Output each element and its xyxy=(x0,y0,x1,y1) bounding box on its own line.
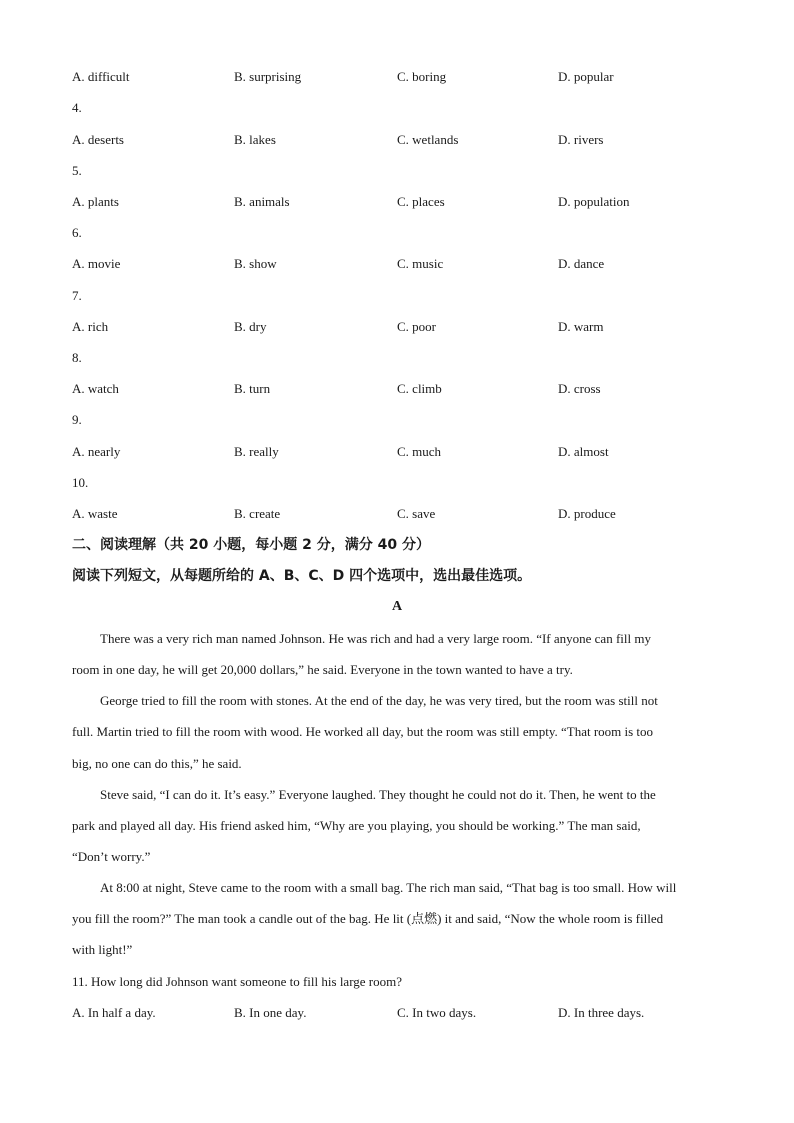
option-b: B. really xyxy=(234,444,279,459)
option-c: C. climb xyxy=(397,381,442,396)
option-a: A. waste xyxy=(72,506,118,521)
question-number: 7. xyxy=(72,288,82,303)
question-number: 5. xyxy=(72,163,82,178)
option-d: D. dance xyxy=(558,256,605,271)
passage-line: park and played all day. His friend asked him, “Why are you playing, you should be working.” The man said, xyxy=(72,818,641,833)
question-number: 4. xyxy=(72,100,82,115)
option-b: B. dry xyxy=(234,319,267,334)
passage-line: “Don’t worry.” xyxy=(72,849,151,864)
question-number: 6. xyxy=(72,225,82,240)
option-c: C. music xyxy=(397,256,444,271)
option-b: B. show xyxy=(234,256,277,271)
option-d: D. population xyxy=(558,194,630,209)
passage-line: full. Martin tried to fill the room with wood. He worked all day, but the room was still empty. “That room is too xyxy=(72,724,654,739)
passage-line: There was a very rich man named Johnson. He was rich and had a very large room. “If anyone can fill my xyxy=(100,631,651,646)
option-c: C. In two days. xyxy=(397,1005,477,1020)
option-c: C. poor xyxy=(397,319,436,334)
section-title: 二、阅读理解（共 20 小题，每小题 2 分，满分 40 分） xyxy=(72,537,430,553)
option-d: D. almost xyxy=(558,444,609,459)
option-a: A. rich xyxy=(72,319,109,334)
passage-line: George tried to fill the room with stones. At the end of the day, he was very tired, but the room was still not xyxy=(100,693,658,708)
option-b: B. In one day. xyxy=(234,1005,307,1020)
option-a: A. nearly xyxy=(72,444,121,459)
option-a: A. In half a day. xyxy=(72,1005,156,1020)
option-b: B. turn xyxy=(234,381,271,396)
option-d: D. popular xyxy=(558,69,614,84)
question-number: 10. xyxy=(72,475,89,490)
passage-line: room in one day, he will get 20,000 dollars,” he said. Everyone in the town wanted to have a try. xyxy=(72,662,573,677)
option-c: C. much xyxy=(397,444,442,459)
passage-line: you fill the room?” The man took a candle out of the bag. He lit (点燃) it and said, “Now the whole room is filled xyxy=(72,911,664,926)
passage-line: At 8:00 at night, Steve came to the room with a small bag. The rich man said, “That bag is too small. How will xyxy=(100,880,677,895)
option-a: A. watch xyxy=(72,381,119,396)
option-d: D. warm xyxy=(558,319,604,334)
passage-line: big, no one can do this,” he said. xyxy=(72,756,242,771)
passage-label: A xyxy=(391,599,403,614)
option-b: B. lakes xyxy=(234,132,276,147)
option-c: C. save xyxy=(397,506,436,521)
option-d: D. rivers xyxy=(558,132,604,147)
passage-line: with light!” xyxy=(72,942,133,957)
option-c: C. places xyxy=(397,194,445,209)
option-c: C. wetlands xyxy=(397,132,459,147)
section-instruction: 阅读下列短文，从每题所给的 A、B、C、D 四个选项中，选出最佳选项。 xyxy=(72,568,532,584)
question-number: 9. xyxy=(72,412,82,427)
option-a: A. deserts xyxy=(72,132,124,147)
option-d: D. In three days. xyxy=(558,1005,645,1020)
passage-line: Steve said, “I can do it. It’s easy.” Everyone laughed. They thought he could not do it. Then, he went to the xyxy=(100,787,656,802)
option-b: B. create xyxy=(234,506,281,521)
question-number: 8. xyxy=(72,350,82,365)
option-b: B. animals xyxy=(234,194,290,209)
option-d: D. cross xyxy=(558,381,601,396)
option-a: A. movie xyxy=(72,256,121,271)
option-a: A. plants xyxy=(72,194,119,209)
question-text: 11. How long did Johnson want someone to fill his large room? xyxy=(72,974,403,989)
option-d: D. produce xyxy=(558,506,616,521)
option-c: C. boring xyxy=(397,69,447,84)
option-b: B. surprising xyxy=(234,69,302,84)
option-a: A. difficult xyxy=(72,69,130,84)
